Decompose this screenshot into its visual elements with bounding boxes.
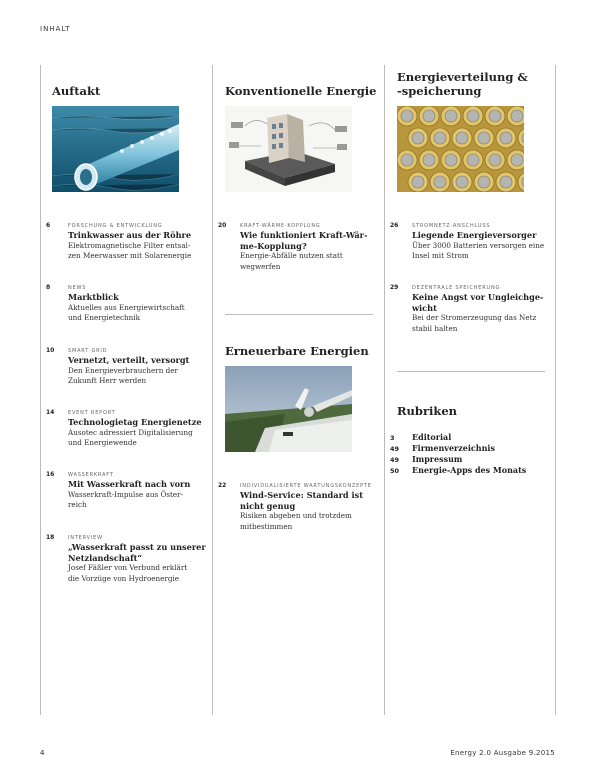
- section-title-auftakt: Auftakt: [52, 84, 101, 98]
- toc-entry[interactable]: [46, 284, 218, 324]
- entry-title: wicht: [412, 302, 437, 313]
- entry-title: Wind-Service: Standard ist: [240, 490, 363, 500]
- battery-terminal: [423, 110, 435, 122]
- battery-terminal: [467, 110, 479, 122]
- house-diagram-image: [225, 106, 352, 192]
- entry-description: und Energietechnik: [68, 313, 140, 322]
- category-label: DEZENTRALE SPEICHERUNG: [412, 285, 501, 291]
- title-line: -speicherung: [397, 84, 482, 98]
- category-label: FORSCHUNG & ENTWICKLUNG: [68, 223, 163, 229]
- battery-terminal: [500, 132, 512, 144]
- title-line: Energieverteilung &: [397, 70, 528, 84]
- entry-description: Aktuelles aus Energiewirtschaft: [68, 302, 185, 312]
- entry-title: Mit Wasserkraft nach vorn: [68, 479, 191, 489]
- page-number: 18: [46, 534, 55, 541]
- entry-title: Vernetzt, verteilt, versorgt: [68, 355, 190, 365]
- page-number: 49: [390, 445, 400, 453]
- rubrik-item[interactable]: [390, 465, 527, 476]
- toc-entry[interactable]: [46, 347, 218, 387]
- toc-entry[interactable]: [46, 222, 218, 262]
- category-label: EVENT REPORT: [68, 410, 116, 416]
- battery-terminal: [456, 176, 468, 188]
- entry-title: Marktblick: [68, 292, 119, 302]
- entry-title: Trinkwasser aus der Röhre: [68, 230, 192, 240]
- section-title-erneuerbare: Erneuerbare Energien: [225, 344, 369, 358]
- category-label: INTERVIEW: [68, 535, 103, 541]
- entry-description: Elektromagnetische Filter entsal-: [68, 240, 191, 250]
- entry-title: nicht genug: [240, 500, 296, 511]
- battery-terminal: [434, 176, 446, 188]
- category-label: NEWS: [68, 285, 87, 291]
- battery-terminal: [412, 132, 424, 144]
- entry-description: die Vorzüge von Hydroenergie: [68, 573, 180, 583]
- category-label: INDIVIDUALISIERTE WARTUNGSKONZEPTE: [240, 483, 372, 489]
- battery-terminal: [434, 132, 446, 144]
- entry-description: Risiken abgeben und trotzdem: [240, 511, 352, 520]
- wind-turbine-image: [225, 366, 352, 452]
- entry-description: Josef Fäßler von Verbund erklärt: [68, 563, 188, 572]
- section-divider: [397, 371, 545, 372]
- page-number: 10: [46, 347, 55, 354]
- battery-terminal: [445, 154, 457, 166]
- battery-terminal: [467, 154, 479, 166]
- page-number: 6: [46, 222, 51, 229]
- entry-title: Technologietag Energienetze: [68, 417, 202, 427]
- page-number: 16: [46, 471, 55, 478]
- page-number: 14: [46, 409, 55, 416]
- section-title-energieverteilung: [397, 70, 528, 98]
- entry-description: zen Meerwasser mit Solarenergie: [68, 251, 192, 260]
- entry-description: Ausotec adressiert Digitalisierung: [68, 427, 193, 437]
- toc-entry[interactable]: [390, 284, 562, 334]
- entry-title: Liegende Energieversorger: [412, 230, 537, 240]
- page-number: 20: [218, 222, 227, 229]
- section-title-konventionelle: Konventionelle Energie: [225, 84, 377, 98]
- column-divider: [384, 65, 385, 715]
- battery-terminal: [401, 154, 413, 166]
- toc-entry[interactable]: [218, 482, 390, 532]
- battery-terminal: [500, 176, 512, 188]
- column-divider: [212, 65, 213, 715]
- batteries-image: [397, 106, 524, 192]
- column-divider: [40, 65, 41, 715]
- page-number: 26: [390, 222, 399, 229]
- toc-entry[interactable]: [218, 222, 390, 272]
- rubrik-item[interactable]: [390, 443, 495, 454]
- entry-title: Wie funktioniert Kraft-Wär-: [240, 230, 368, 240]
- entry-description: Energie-Abfälle nutzen statt: [240, 251, 343, 260]
- battery-terminal: [412, 176, 424, 188]
- category-label: KRAFT-WÄRME-KOPPLUNG: [240, 223, 321, 229]
- category-label: STROMNETZ-ANSCHLUSS: [412, 223, 491, 229]
- category-label: SMART GRID: [68, 348, 108, 354]
- entry-description: reich: [68, 500, 87, 509]
- footer-magazine-info: Energy 2.0 Ausgabe 9.2015: [450, 749, 555, 757]
- rubrik-label: Impressum: [412, 454, 463, 464]
- entry-description: Den Energieverbrauchern der: [68, 365, 178, 375]
- entry-description: Wasserkraft-Impulse aus Öster-: [68, 489, 184, 499]
- entry-description: Bei der Stromerzeugung das Netz: [412, 313, 537, 322]
- battery-terminal: [511, 154, 523, 166]
- page-number: 29: [390, 284, 399, 291]
- battery-terminal: [423, 154, 435, 166]
- page-number: 8: [46, 284, 51, 291]
- entry-title: Netzlandschaft“: [68, 552, 143, 563]
- battery-terminal: [489, 110, 501, 122]
- entry-description: und Energiewende: [68, 438, 137, 447]
- entry-title: „Wasserkraft passt zu unserer: [68, 542, 206, 552]
- toc-entry[interactable]: [46, 409, 218, 449]
- rubrik-label: Energie-Apps des Monats: [412, 465, 527, 475]
- toc-entry[interactable]: [390, 222, 562, 262]
- battery-terminal: [445, 110, 457, 122]
- battery-terminal: [456, 132, 468, 144]
- rubrik-label: Firmenverzeichnis: [412, 443, 495, 453]
- page-number: 49: [390, 456, 400, 464]
- rubrik-item[interactable]: [390, 454, 463, 465]
- entry-description: wegwerfen: [240, 261, 281, 271]
- page-number: 3: [390, 434, 395, 442]
- page-number: 50: [390, 467, 400, 475]
- rubrik-label: Editorial: [412, 432, 452, 442]
- battery-terminal: [478, 132, 490, 144]
- category-label: WASSERKRAFT: [68, 472, 114, 478]
- header-label: INHALT: [40, 25, 71, 33]
- water-pipe-image: [52, 106, 179, 192]
- entry-description: stabil halten: [412, 323, 458, 333]
- entry-title: Keine Angst vor Ungleichge-: [412, 292, 544, 302]
- column-divider: [555, 65, 556, 715]
- section-divider: [225, 314, 373, 315]
- toc-entry[interactable]: [46, 471, 218, 511]
- section-title-rubriken: Rubriken: [397, 404, 458, 418]
- battery-terminal: [478, 176, 490, 188]
- entry-title: me-Kopplung?: [240, 240, 307, 251]
- battery-terminal: [401, 110, 413, 122]
- entry-description: Über 3000 Batterien versorgen eine: [412, 240, 545, 250]
- rubrik-item[interactable]: [390, 432, 452, 443]
- footer-page-number: 4: [40, 749, 45, 757]
- page-number: 22: [218, 482, 227, 489]
- entry-description: Zukunft Herr werden: [68, 376, 147, 385]
- toc-entry[interactable]: [46, 534, 218, 584]
- battery-terminal: [511, 110, 523, 122]
- entry-description: mitbestimmen: [240, 521, 293, 531]
- entry-description: Insel mit Strom: [412, 251, 469, 260]
- battery-terminal: [489, 154, 501, 166]
